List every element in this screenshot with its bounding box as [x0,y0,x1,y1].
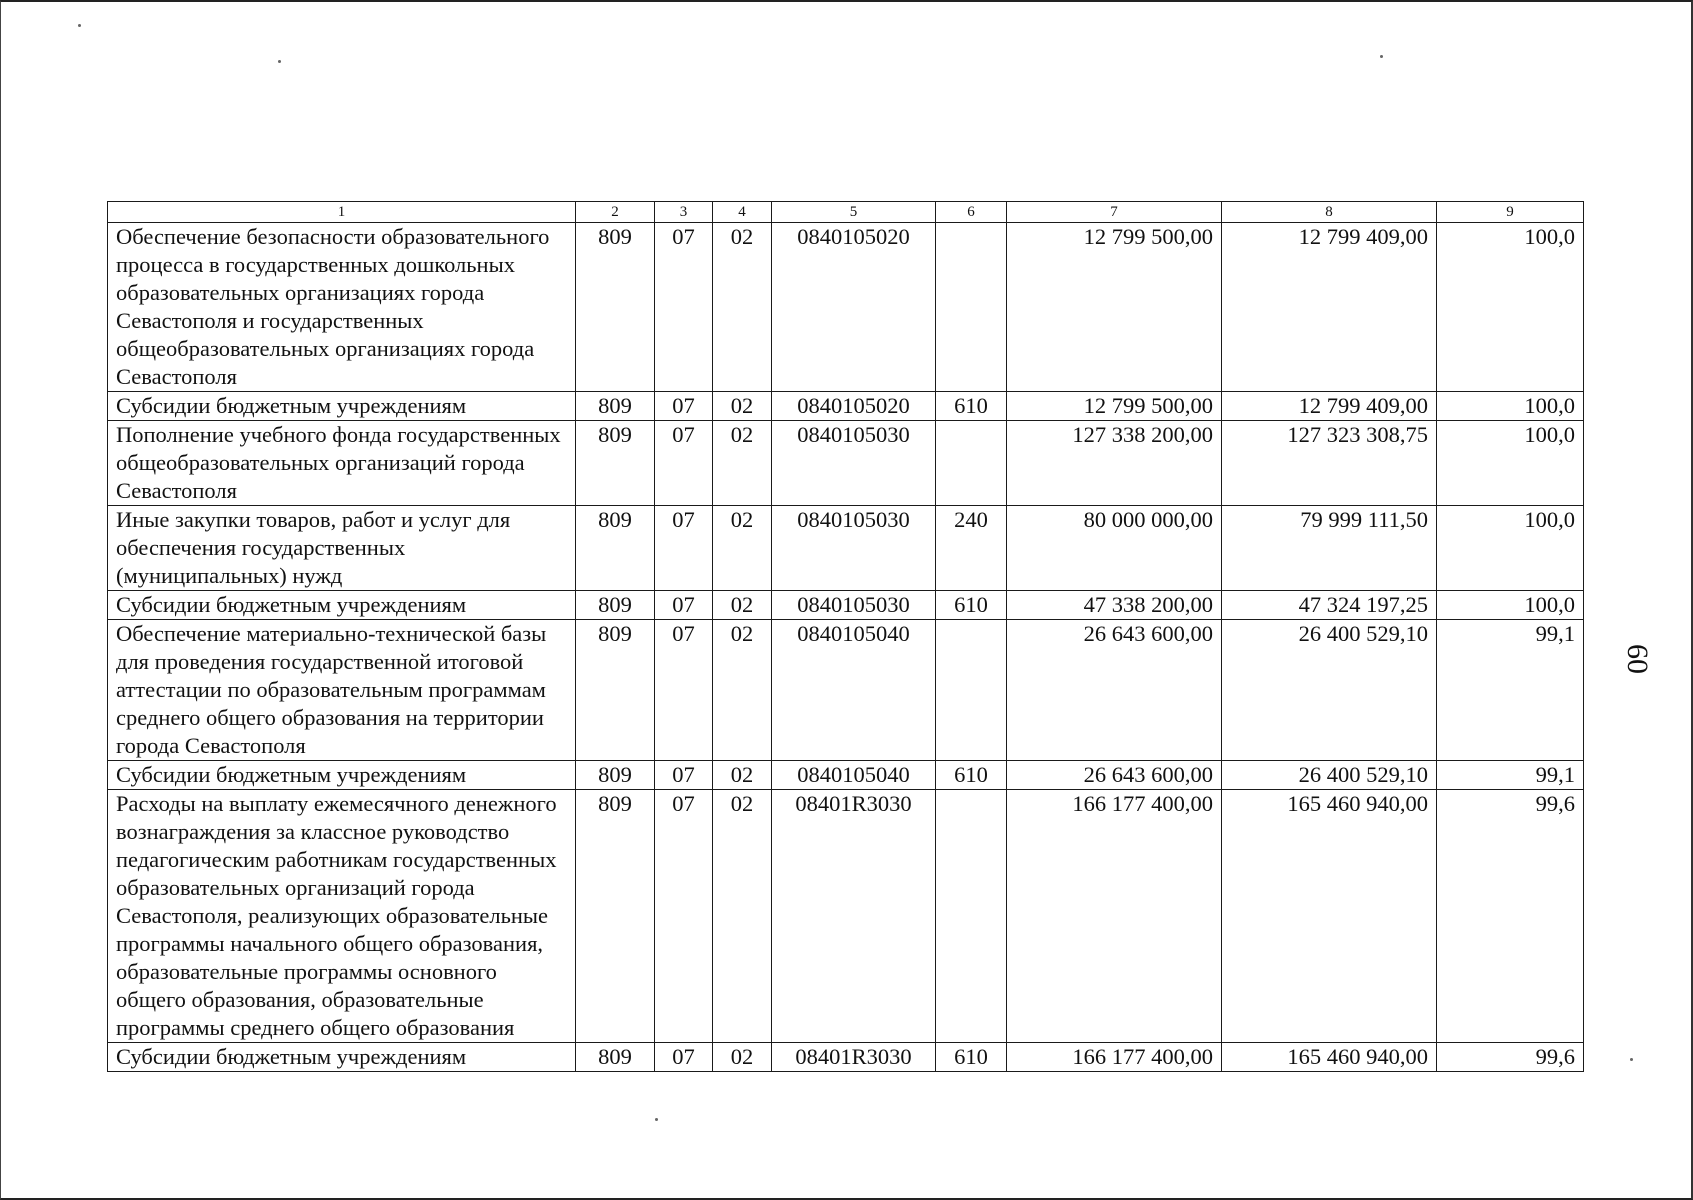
ministry-code-cell: 809 [576,790,655,1043]
table-row [108,223,1584,392]
header-cell-5: 5 [772,202,936,223]
executed-amount-cell: 165 460 940,00 [1222,790,1437,1043]
ministry-code-cell: 809 [576,620,655,761]
header-cell-3: 3 [655,202,713,223]
target-article-cell: 08401R3030 [772,790,936,1043]
scan-speck [1380,55,1383,58]
header-cell-6: 6 [936,202,1007,223]
approved-amount-cell: 127 338 200,00 [1007,421,1222,506]
execution-percent-cell: 99,6 [1437,790,1584,1043]
executed-amount-cell: 165 460 940,00 [1222,1043,1437,1072]
table-row [108,392,1584,421]
header-cell-7: 7 [1007,202,1222,223]
subsection-code-cell: 02 [713,421,772,506]
table-row [108,506,1584,591]
section-code-cell: 07 [655,392,713,421]
table-row [108,620,1584,761]
row-name-cell: Иные закупки товаров, работ и услуг для обеспечения государственных (муниципальных) нужд [108,506,576,591]
target-article-cell: 0840105020 [772,223,936,392]
expense-type-cell: 240 [936,506,1007,591]
section-code-cell: 07 [655,620,713,761]
scan-speck [78,24,81,27]
row-name-cell: Расходы на выплату ежемесячного денежного вознаграждения за классное руководство педагогическим работникам государственных образовательных организаций города Севастополя, реализующих образовательные программы начального общего образования, образовательные программы основного общего образования, образовательные программы среднего общего образования [108,790,576,1043]
page-number: 60 [1621,644,1654,674]
row-name-cell: Субсидии бюджетным учреждениям [108,591,576,620]
executed-amount-cell: 26 400 529,10 [1222,620,1437,761]
header-cell-4: 4 [713,202,772,223]
target-article-cell: 0840105040 [772,620,936,761]
row-name-cell: Пополнение учебного фонда государственных общеобразовательных организаций города Севастополя [108,421,576,506]
table-row [108,1043,1584,1072]
executed-amount-cell: 47 324 197,25 [1222,591,1437,620]
executed-amount-cell: 79 999 111,50 [1222,506,1437,591]
row-name-cell: Субсидии бюджетным учреждениям [108,392,576,421]
ministry-code-cell: 809 [576,1043,655,1072]
approved-amount-cell: 12 799 500,00 [1007,392,1222,421]
ministry-code-cell: 809 [576,223,655,392]
scan-speck [1630,1058,1633,1061]
section-code-cell: 07 [655,1043,713,1072]
execution-percent-cell: 99,1 [1437,761,1584,790]
subsection-code-cell: 02 [713,591,772,620]
target-article-cell: 0840105040 [772,761,936,790]
ministry-code-cell: 809 [576,392,655,421]
section-code-cell: 07 [655,591,713,620]
section-code-cell: 07 [655,223,713,392]
expense-type-cell: 610 [936,591,1007,620]
header-cell-1: 1 [108,202,576,223]
section-code-cell: 07 [655,790,713,1043]
subsection-code-cell: 02 [713,223,772,392]
section-code-cell: 07 [655,761,713,790]
subsection-code-cell: 02 [713,506,772,591]
target-article-cell: 08401R3030 [772,1043,936,1072]
expense-type-cell [936,421,1007,506]
approved-amount-cell: 47 338 200,00 [1007,591,1222,620]
ministry-code-cell: 809 [576,761,655,790]
scan-speck [655,1118,658,1121]
row-name-cell: Обеспечение материально-технической базы для проведения государственной итоговой аттестации по образовательным программам среднего общего образования на территории города Севастополя [108,620,576,761]
subsection-code-cell: 02 [713,1043,772,1072]
execution-percent-cell: 100,0 [1437,591,1584,620]
executed-amount-cell: 26 400 529,10 [1222,761,1437,790]
execution-percent-cell: 100,0 [1437,392,1584,421]
executed-amount-cell: 12 799 409,00 [1222,223,1437,392]
approved-amount-cell: 26 643 600,00 [1007,761,1222,790]
subsection-code-cell: 02 [713,761,772,790]
row-name-cell: Субсидии бюджетным учреждениям [108,1043,576,1072]
ministry-code-cell: 809 [576,591,655,620]
approved-amount-cell: 80 000 000,00 [1007,506,1222,591]
row-name-cell: Обеспечение безопасности образовательного процесса в государственных дошкольных образовательных организациях города Севастополя и государственных общеобразовательных организациях города Севастополя [108,223,576,392]
executed-amount-cell: 12 799 409,00 [1222,392,1437,421]
execution-percent-cell: 99,1 [1437,620,1584,761]
header-row [108,202,1584,223]
table-row [108,790,1584,1043]
header-cell-9: 9 [1437,202,1584,223]
approved-amount-cell: 166 177 400,00 [1007,1043,1222,1072]
table-row [108,421,1584,506]
expense-type-cell [936,223,1007,392]
target-article-cell: 0840105030 [772,506,936,591]
execution-percent-cell: 99,6 [1437,1043,1584,1072]
target-article-cell: 0840105030 [772,421,936,506]
table-row [108,591,1584,620]
target-article-cell: 0840105030 [772,591,936,620]
scan-speck [278,60,281,63]
expense-type-cell: 610 [936,761,1007,790]
execution-percent-cell: 100,0 [1437,421,1584,506]
target-article-cell: 0840105020 [772,392,936,421]
expense-type-cell: 610 [936,1043,1007,1072]
subsection-code-cell: 02 [713,790,772,1043]
ministry-code-cell: 809 [576,506,655,591]
table-row [108,761,1584,790]
ministry-code-cell: 809 [576,421,655,506]
expense-type-cell [936,790,1007,1043]
execution-percent-cell: 100,0 [1437,223,1584,392]
approved-amount-cell: 166 177 400,00 [1007,790,1222,1043]
execution-percent-cell: 100,0 [1437,506,1584,591]
header-cell-8: 8 [1222,202,1437,223]
section-code-cell: 07 [655,506,713,591]
expense-type-cell: 610 [936,392,1007,421]
executed-amount-cell: 127 323 308,75 [1222,421,1437,506]
approved-amount-cell: 26 643 600,00 [1007,620,1222,761]
expense-type-cell [936,620,1007,761]
budget-execution-table [107,201,1584,1072]
header-cell-2: 2 [576,202,655,223]
approved-amount-cell: 12 799 500,00 [1007,223,1222,392]
row-name-cell: Субсидии бюджетным учреждениям [108,761,576,790]
subsection-code-cell: 02 [713,392,772,421]
section-code-cell: 07 [655,421,713,506]
subsection-code-cell: 02 [713,620,772,761]
